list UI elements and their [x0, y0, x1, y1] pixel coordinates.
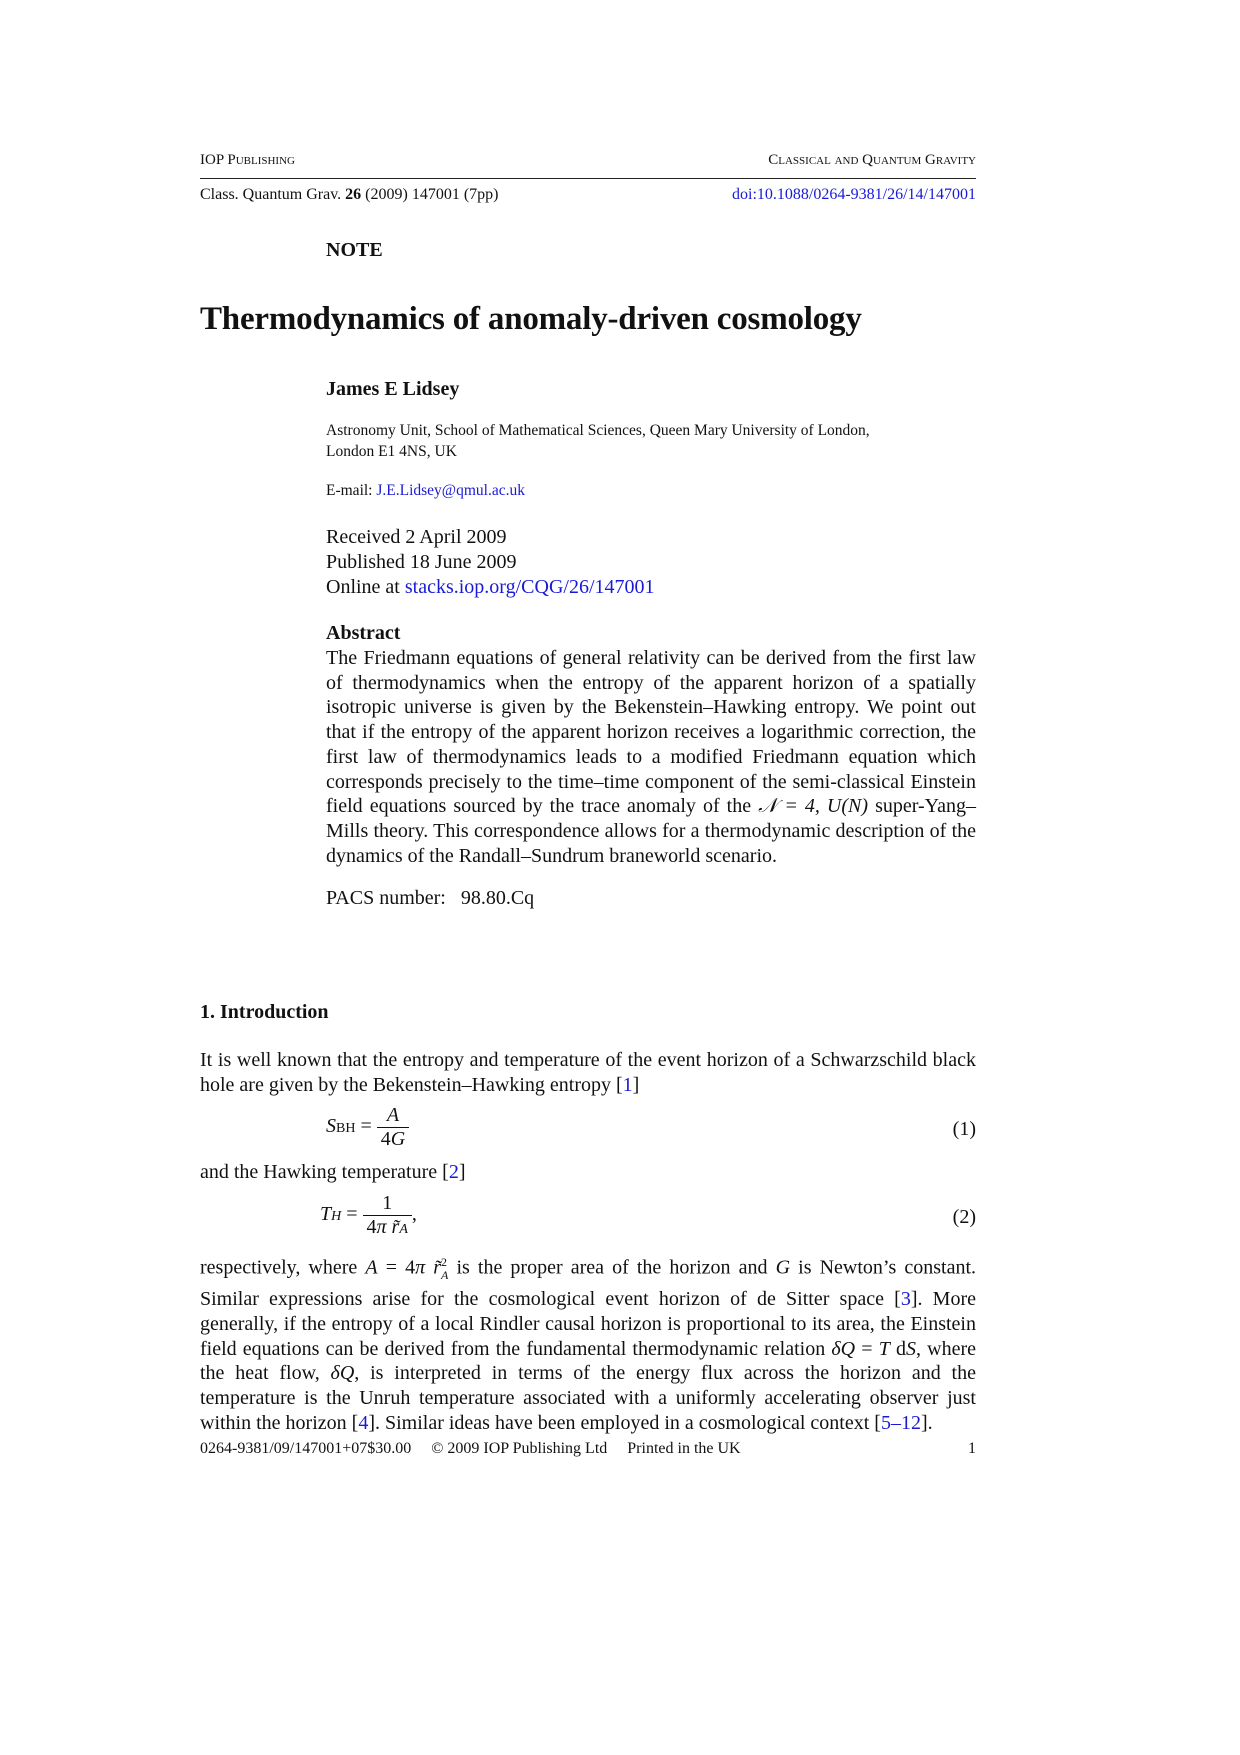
- ref-2-link[interactable]: 2: [448, 1161, 459, 1183]
- history: [326, 525, 655, 600]
- ref-3-link[interactable]: 3: [900, 1288, 911, 1311]
- ref-4-link[interactable]: 4: [358, 1411, 369, 1434]
- header-rule: [200, 178, 976, 179]
- p3-c: is Newton’s constant. Similar expressions arise for the cosmological event horizon of de Sitter space: [200, 1256, 977, 1311]
- email-link[interactable]: J.E.Lidsey@qmul.ac.uk: [376, 482, 525, 499]
- author-name: James E Lidsey: [326, 378, 460, 400]
- article-type: NOTE: [326, 239, 383, 261]
- published-date: Published 18 June 2009: [326, 551, 517, 573]
- citation-suffix: (2009) 147001 (7pp): [365, 186, 499, 203]
- pacs-label: PACS number:: [326, 887, 446, 910]
- affiliation-line-1: Astronomy Unit, School of Mathematical Sciences, Queen Mary University of London,: [326, 422, 870, 439]
- abstract-text-part-1: The Friedmann equations of general relativity can be derived from the first law of thermodynamics when the entropy of the apparent horizon of a spatially isotropic universe is given by the Bekenstein–Hawking entropy. We point out that if the entropy of the apparent horizon receives a logarithmic correction, the first law of thermodynamics leads to a modified Friedmann equation which corresponds precisely to the time–time component of the semi-classical Einstein field equations sourced by the trace anomaly of the: [326, 647, 976, 818]
- affiliation-line-2: London E1 4NS, UK: [326, 442, 457, 460]
- journal-name: Classical and Quantum Gravity: [768, 152, 976, 168]
- equation-2: TH = $\frac{1}{\text{4π r̃A}}$ ,: [320, 1192, 417, 1238]
- page-number: 1: [968, 1440, 976, 1457]
- p1-text: It is well known that the entropy and temperature of the event horizon of a Schwarzschild black hole are given by the Bekenstein–Hawking entropy: [200, 1049, 976, 1096]
- publisher-label: IOP Publishing: [200, 152, 295, 168]
- printed-in: Printed in the UK: [627, 1440, 741, 1457]
- p2-text: and the Hawking temperature: [200, 1161, 443, 1183]
- citation-volume: 26: [345, 186, 362, 203]
- online-line: [326, 575, 655, 600]
- abstract-math: 𝒩 = 4, U(N): [758, 795, 869, 818]
- abstract: [326, 621, 976, 910]
- equation-2-number: (2): [952, 1206, 976, 1228]
- abstract-text: [326, 646, 976, 868]
- p3-h: .: [927, 1411, 933, 1434]
- p3-g: . Similar ideas have been employed in a cosmological context: [374, 1411, 875, 1434]
- equation-1-number: (1): [952, 1118, 976, 1140]
- p3-f: , is interpreted in terms of the energy flux across the horizon and the temperature is the Unruh temperature associated with a uniformly accelerating observer just within the horizon: [200, 1362, 976, 1434]
- section-heading: 1. Introduction: [200, 1001, 329, 1023]
- intro-paragraph-1: It is well known that the entropy and temperature of the event horizon of a Schwarzschild black hole are given by the Bekenstein–Hawking entropy [1]: [200, 1049, 976, 1096]
- p3-e: , where the heat flow,: [200, 1337, 977, 1385]
- affiliation: [326, 421, 870, 462]
- intro-paragraph-2: and the Hawking temperature [2]: [200, 1161, 466, 1183]
- received-date: Received 2 April 2009: [326, 526, 507, 548]
- citation: [200, 186, 498, 204]
- doi-link[interactable]: doi:10.1088/0264-9381/26/14/147001: [732, 186, 976, 203]
- pacs-line: [326, 887, 976, 910]
- ref-1-link[interactable]: 1: [622, 1073, 633, 1096]
- p3-a: respectively, where: [200, 1256, 366, 1279]
- abstract-heading: Abstract: [326, 622, 401, 644]
- footer-line: [200, 1440, 741, 1458]
- equation-1: SBH = $\frac{A}{4G}$: [326, 1104, 409, 1151]
- p3-b: is the proper area of the horizon and: [448, 1256, 776, 1279]
- intro-paragraph-3: respectively, where A = 4π r̃$^2_A$ is the proper area of the horizon and G is Newton’s constant. Similar expressions arise for the cosmological event horizon of de Sitter space [3]. More generally, if the entropy of a local Rindler causal horizon is proportional to its area, the Einstein field equations can be derived from the fundamental thermodynamic relation δQ = T dS, where the heat flow, δQ, is interpreted in terms of the energy flux across the horizon and the temperature is the Unruh temperature associated with a uniformly accelerating observer just within the horizon [4]. Similar ideas have been employed in a cosmological context [5–12].: [200, 1255, 977, 1434]
- email-line: [326, 482, 525, 500]
- page-title: Thermodynamics of anomaly-driven cosmology: [200, 301, 862, 337]
- pacs-value: 98.80.Cq: [460, 887, 535, 910]
- issn-price: 0264-9381/09/147001+07$30.00: [200, 1440, 412, 1457]
- citation-prefix: Class. Quantum Grav.: [200, 186, 342, 203]
- online-label: Online at: [326, 576, 400, 598]
- copyright: © 2009 IOP Publishing Ltd: [431, 1440, 608, 1457]
- abstract-text-part-2: super-Yang–Mills theory. This correspondence allows for a thermodynamic description of the dynamics of the Randall–Sundrum braneworld scenario.: [326, 795, 976, 867]
- ref-5-12-link[interactable]: 5–12: [880, 1411, 921, 1434]
- p3-d: . More generally, if the entropy of a local Rindler causal horizon is proportional to its area, the Einstein field equations can be derived from the fundamental thermodynamic relation: [200, 1288, 976, 1360]
- online-link[interactable]: stacks.iop.org/CQG/26/147001: [404, 576, 655, 598]
- email-label: E-mail:: [326, 482, 373, 499]
